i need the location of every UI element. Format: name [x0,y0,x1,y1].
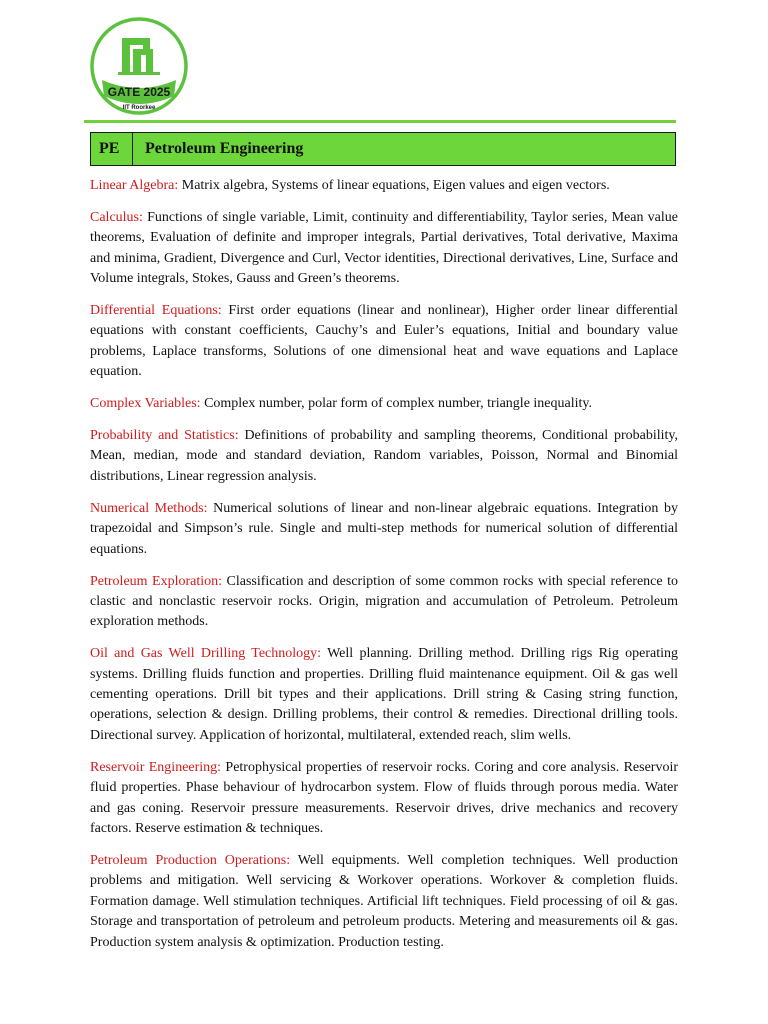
topic-text: Well equipments. Well completion techniques. Well production problems and mitigation. Well servicing & Workover operations. Workover & completion fluids. Formation damage. Well stimulation techniques. Artificial lift techniques. Field processing of oil & gas. Storage and transportation of petroleum and petroleum products. Metering and measurements oil & gas. Production system analysis & optimization. Production testing. [90,852,678,950]
topic-title: Differential Equations: [90,303,222,319]
section-probability-statistics [90,426,678,487]
topic-title: Petroleum Production Operations: [90,852,291,868]
topic-title: Complex Variables: [90,396,201,412]
header-rule [84,120,676,123]
gate-2025-logo [88,14,190,118]
logo-subtitle: IIT Roorkee [122,105,156,111]
topic-text: Matrix algebra, Systems of linear equations, Eigen values and eigen vectors. [178,178,610,193]
subject-header [90,132,676,166]
section-petroleum-exploration [90,572,678,633]
topic-text: Well planning. Drilling method. Drilling rigs Rig operating systems. Drilling fluids function and properties. Drilling fluid maintenance equipment. Oil & gas well cementing operations. Drill bit types and their applications. Drill string & Casing string function, operations, selection & design. Drilling problems, their control & remedies. Directional drilling tools. Directional survey. Application of horizontal, multilateral, extended reach, slim wells. [90,646,678,743]
topic-title: Linear Algebra: [90,178,179,193]
topic-title: Reservoir Engineering: [90,759,222,775]
section-complex-variables [90,394,678,414]
section-linear-algebra [90,176,678,196]
subject-name: Petroleum Engineering [145,140,304,157]
topic-title: Oil and Gas Well Drilling Technology: [90,646,322,662]
section-calculus [90,208,678,290]
topic-text: Functions of single variable, Limit, continuity and differentiability, Taylor series, Mean value theorems, Evaluation of definite and improper integrals, Partial derivatives, Total derivative, Maxima and minima, Gradient, Divergence and Curl, Vector identities, Directional derivatives, Line, Surface and Volume integrals, Stokes, Gauss and Green’s theorems. [90,209,678,287]
section-well-drilling [90,644,678,746]
syllabus-content [90,176,678,964]
section-numerical-methods [90,499,678,560]
section-differential-equations [90,301,678,383]
topic-text: Petrophysical properties of reservoir rocks. Coring and core analysis. Reservoir fluid properties. Phase behaviour of hydrocarbon system. Flow of fluids through porous media. Water and gas coning. Reservoir pressure measurements. Reservoir drives, drive mechanics and recovery factors. Reserve estimation & techniques. [90,759,678,836]
topic-title: Numerical Methods: [90,500,208,516]
topic-text: Complex number, polar form of complex number, triangle inequality. [200,396,592,412]
topic-title: Probability and Statistics: [90,428,239,444]
topic-text: Classification and description of some common rocks with special reference to clastic and nonclastic reservoir rocks. Origin, migration and accumulation of Petroleum. Petroleum exploration methods. [90,573,678,630]
topic-title: Petroleum Exploration: [90,573,223,589]
subject-code: PE [91,133,133,165]
topic-title: Calculus: [90,209,143,225]
topic-text: First order equations (linear and nonlinear), Higher order linear differential equations with constant coefficients, Cauchy’s and Euler’s equations, Initial and boundary value problems, Laplace transforms, Solutions of one dimensional heat and wave equations and Laplace equation. [90,303,678,380]
logo-title: GATE 2025 [107,85,171,99]
section-production-operations [90,851,678,953]
topic-text: Numerical solutions of linear and non-linear algebraic equations. Integration by trapezoidal and Simpson’s rule. Single and multi-step methods for numerical solution of differential equations. [90,500,678,557]
topic-text: Definitions of probability and sampling theorems, Conditional probability, Mean, median, mode and standard deviation, Random variables, Poisson, Normal and Binomial distributions, Linear regression analysis. [90,428,678,484]
section-reservoir-engineering [90,758,678,840]
